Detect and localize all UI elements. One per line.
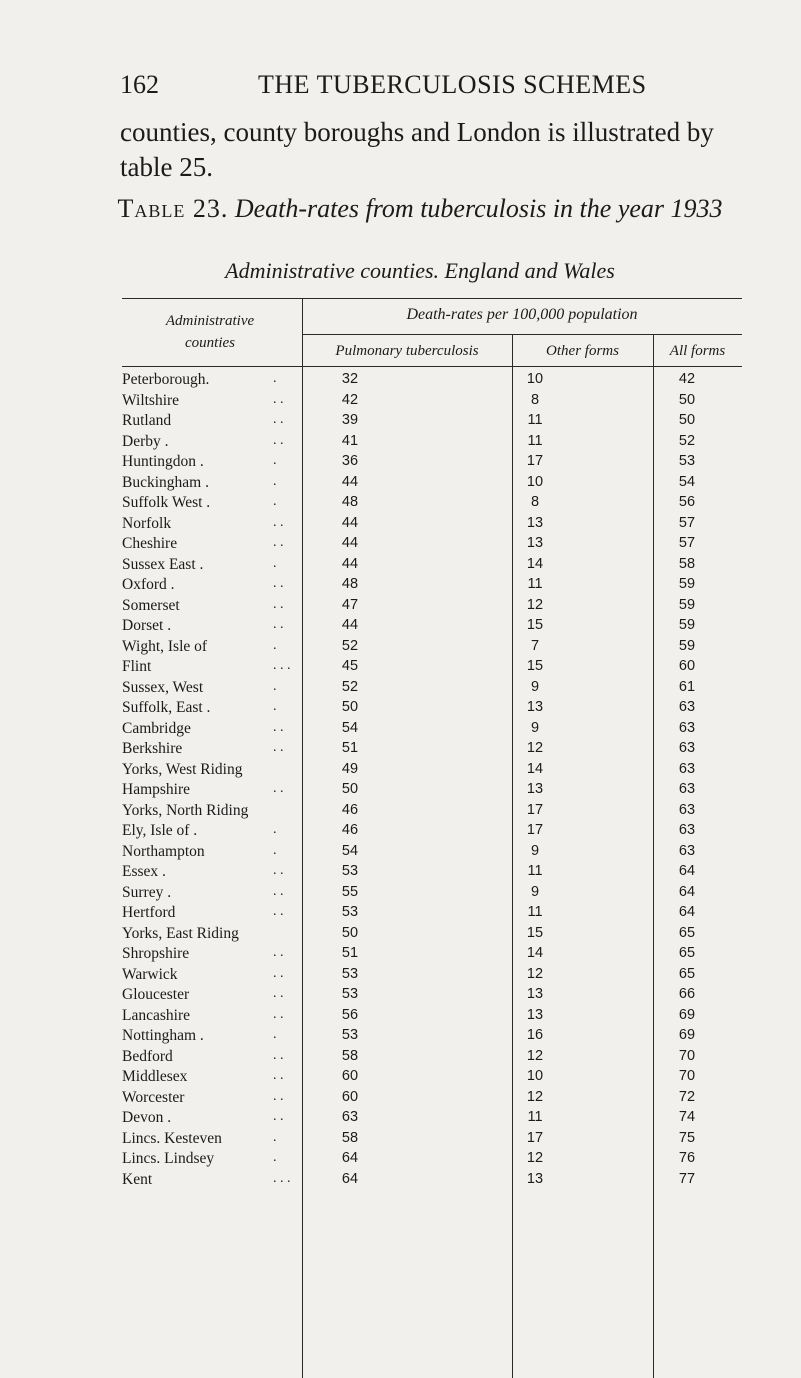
other-forms-rate: 9: [530, 883, 540, 900]
county-name: Worcester: [122, 1088, 185, 1106]
pulmonary-rate: 44: [341, 473, 359, 490]
pulmonary-rate: 42: [341, 391, 359, 408]
other-forms-rate: 12: [526, 1088, 544, 1105]
pulmonary-rate: 60: [341, 1088, 359, 1105]
all-forms-rate: 57: [678, 514, 696, 531]
all-forms-rate: 76: [678, 1150, 696, 1166]
all-forms-rate: 65: [678, 965, 696, 982]
all-forms-rate: 64: [678, 863, 696, 879]
leader-dots: .: [273, 453, 277, 468]
county-name: Kent: [122, 1170, 153, 1188]
pulmonary-rate: 44: [341, 617, 359, 633]
table-row: [122, 412, 742, 433]
leader-dots: . .: [273, 596, 284, 612]
all-forms-rate: 74: [678, 1109, 696, 1125]
all-forms-rate: 70: [678, 1068, 696, 1084]
other-forms-rate: 15: [526, 658, 544, 674]
table-row: [122, 515, 742, 536]
pulmonary-rate: 46: [341, 801, 359, 818]
leader-dots: . .: [273, 1047, 284, 1063]
all-forms-rate: 63: [678, 740, 696, 756]
table-row: [122, 556, 742, 577]
all-forms-rate: 56: [678, 494, 696, 510]
all-forms-rate: 59: [678, 596, 696, 613]
leader-dots: .: [273, 637, 277, 653]
other-forms-rate: 12: [526, 1047, 544, 1064]
other-forms-rate: 9: [530, 678, 540, 695]
pulmonary-rate: 45: [341, 658, 359, 674]
county-name: Norfolk: [122, 514, 172, 532]
all-forms-rate: 50: [678, 412, 696, 428]
leader-dots: .: [273, 699, 277, 714]
table-row: [122, 740, 742, 761]
all-forms-rate: 58: [678, 555, 696, 572]
all-forms-rate: 63: [678, 699, 696, 715]
leader-dots: . .: [273, 576, 284, 591]
pulmonary-rate: 50: [341, 781, 359, 797]
leader-dots: . .: [273, 740, 284, 755]
table-row: [122, 761, 742, 782]
pulmonary-rate: 44: [341, 535, 359, 551]
table-title: [100, 192, 740, 226]
table-row: [122, 474, 742, 495]
county-name: Suffolk West .: [122, 494, 211, 511]
other-forms-rate: 12: [526, 596, 544, 613]
leader-dots: . .: [273, 514, 284, 530]
county-name: Yorks, North Riding: [122, 801, 249, 819]
county-name: Surrey .: [122, 883, 172, 901]
pulmonary-rate: 50: [341, 924, 359, 941]
pulmonary-rate: 44: [341, 514, 359, 531]
all-forms-rate: 53: [678, 453, 696, 469]
other-forms-rate: 10: [526, 1068, 544, 1084]
table-row: [122, 720, 742, 741]
leader-dots: . .: [273, 1006, 284, 1022]
other-forms-rate: 11: [527, 432, 543, 449]
county-name: Shropshire: [122, 945, 190, 962]
all-forms-rate: 63: [678, 719, 696, 736]
county-name: Peterborough.: [122, 371, 210, 388]
other-forms-rate: 11: [527, 576, 543, 592]
pulmonary-rate: 53: [341, 986, 359, 1002]
all-forms-rate: 64: [678, 904, 696, 920]
table-title-text: Death-rates from tuberculosis in the year 1933: [234, 194, 723, 223]
table-label: Table 23.: [117, 194, 229, 223]
leader-dots: . .: [273, 986, 284, 1001]
table-body: [122, 371, 742, 1191]
pulmonary-rate: 54: [341, 842, 359, 859]
all-forms-rate: 64: [678, 883, 696, 900]
leader-dots: . .: [273, 391, 284, 407]
county-name: Yorks, West Riding: [122, 760, 243, 778]
county-name: Nottingham .: [122, 1027, 204, 1044]
table-row: [122, 925, 742, 946]
all-forms-rate: 63: [678, 801, 696, 818]
county-name: Rutland: [122, 412, 172, 429]
all-forms-rate: 70: [678, 1047, 696, 1064]
pulmonary-rate: 64: [341, 1170, 359, 1187]
county-name: Essex .: [122, 863, 166, 880]
all-forms-rate: 77: [678, 1170, 696, 1187]
other-forms-rate: 9: [530, 719, 540, 736]
column-header-all: All forms: [669, 343, 726, 359]
other-forms-rate: 7: [530, 637, 540, 654]
other-forms-rate: 15: [526, 924, 544, 941]
county-name: Devon .: [122, 1109, 172, 1126]
table-row: [122, 1048, 742, 1069]
other-forms-rate: 17: [526, 453, 544, 469]
other-forms-rate: 11: [527, 904, 543, 920]
county-name: Flint: [122, 658, 152, 675]
other-forms-rate: 13: [526, 699, 544, 715]
all-forms-rate: 72: [678, 1088, 696, 1105]
leader-dots: .: [273, 555, 277, 571]
other-forms-rate: 13: [526, 535, 544, 551]
county-name: Hampshire: [122, 781, 191, 798]
county-header-line1: Administrative: [165, 313, 255, 329]
other-forms-rate: 11: [527, 1109, 543, 1125]
pulmonary-rate: 39: [341, 412, 359, 428]
pulmonary-rate: 46: [341, 822, 359, 838]
leader-dots: .: [273, 822, 277, 837]
all-forms-rate: 66: [678, 986, 696, 1002]
pulmonary-rate: 53: [341, 863, 359, 879]
table-row: [122, 576, 742, 597]
other-forms-rate: 11: [527, 412, 543, 428]
intro-paragraph: counties, county boroughs and London is illustrated by table 25.: [120, 117, 714, 182]
other-forms-rate: 12: [526, 1150, 544, 1166]
pulmonary-rate: 41: [341, 432, 359, 449]
other-forms-rate: 9: [530, 842, 540, 859]
all-forms-rate: 61: [678, 678, 696, 695]
pulmonary-rate: 54: [341, 719, 359, 736]
other-forms-rate: 13: [526, 514, 544, 531]
other-forms-rate: 13: [526, 986, 544, 1002]
leader-dots: . .: [273, 965, 284, 981]
all-forms-rate: 59: [678, 576, 696, 592]
other-forms-rate: 8: [530, 391, 540, 408]
county-name: Bedford: [122, 1047, 173, 1065]
county-name: Gloucester: [122, 986, 190, 1003]
other-forms-rate: 8: [530, 494, 540, 510]
all-forms-rate: 63: [678, 842, 696, 859]
table-row: [122, 679, 742, 700]
other-forms-rate: 17: [526, 801, 544, 818]
county-name: Berkshire: [122, 740, 183, 757]
page-header: [120, 70, 740, 110]
other-forms-rate: 13: [526, 1170, 544, 1187]
header-bottom-rule: [122, 366, 742, 367]
county-name: Wight, Isle of: [122, 637, 208, 655]
county-header: [120, 310, 300, 354]
pulmonary-rate: 63: [341, 1109, 359, 1125]
leader-dots: .: [273, 1129, 277, 1145]
county-name: Lincs. Kesteven: [122, 1129, 222, 1147]
other-forms-rate: 17: [526, 1129, 544, 1146]
other-forms-rate: 10: [526, 473, 544, 490]
leader-dots: . .: [273, 719, 284, 735]
leader-dots: . .: [273, 1109, 284, 1124]
table-row: [122, 699, 742, 720]
table-row: [122, 1150, 742, 1171]
all-forms-rate: 50: [678, 391, 696, 408]
other-forms-rate: 16: [526, 1027, 544, 1043]
all-forms-rate: 69: [678, 1027, 696, 1043]
county-name: Middlesex: [122, 1068, 188, 1085]
all-forms-rate: 69: [678, 1006, 696, 1023]
county-name: Lancashire: [122, 1006, 190, 1024]
table-row: [122, 658, 742, 679]
county-name: Warwick: [122, 965, 178, 983]
county-name: Wiltshire: [122, 391, 180, 409]
pulmonary-rate: 51: [341, 740, 359, 756]
all-forms-rate: 75: [678, 1129, 696, 1146]
pulmonary-rate: 48: [341, 576, 359, 592]
pulmonary-rate: 49: [341, 760, 359, 777]
table-row: [122, 433, 742, 454]
leader-dots: . .: [273, 883, 284, 899]
table-row: [122, 1130, 742, 1151]
leader-dots: . .: [273, 781, 284, 796]
pulmonary-rate: 47: [341, 596, 359, 613]
pulmonary-rate: 53: [341, 965, 359, 982]
table-top-rule: [122, 298, 742, 299]
table-row: [122, 822, 742, 843]
table-row: [122, 617, 742, 638]
leader-dots: . .: [273, 535, 284, 550]
table-row: [122, 1171, 742, 1192]
other-forms-rate: 14: [526, 760, 544, 777]
other-forms-rate: 17: [526, 822, 544, 838]
table-row: [122, 1109, 742, 1130]
table-row: [122, 392, 742, 413]
table-row: [122, 884, 742, 905]
leader-dots: .: [273, 473, 277, 489]
group-header-rule: [302, 334, 742, 335]
other-forms-rate: 12: [526, 740, 544, 756]
table-row: [122, 638, 742, 659]
county-name: Derby .: [122, 432, 169, 450]
county-name: Ely, Isle of .: [122, 822, 198, 839]
leader-dots: . .: [273, 1088, 284, 1104]
county-header-line2: counties: [185, 335, 235, 351]
table-row: [122, 945, 742, 966]
all-forms-rate: 52: [678, 432, 696, 449]
table-row: [122, 966, 742, 987]
county-name: Hertford: [122, 904, 176, 921]
other-forms-rate: 11: [527, 863, 543, 879]
county-name: Cambridge: [122, 719, 191, 737]
leader-dots: .: [273, 371, 277, 386]
county-name: Sussex East .: [122, 555, 204, 573]
leader-dots: .: [273, 842, 277, 858]
table-row: [122, 904, 742, 925]
county-name: Somerset: [122, 596, 180, 614]
pulmonary-rate: 53: [341, 1027, 359, 1043]
pulmonary-rate: 48: [341, 494, 359, 510]
pulmonary-rate: 32: [341, 371, 359, 387]
county-name: Suffolk, East .: [122, 699, 211, 716]
all-forms-rate: 57: [678, 535, 696, 551]
leader-dots: .: [273, 678, 277, 694]
pulmonary-rate: 60: [341, 1068, 359, 1084]
all-forms-rate: 63: [678, 781, 696, 797]
pulmonary-rate: 44: [341, 555, 359, 572]
table-row: [122, 494, 742, 515]
table-row: [122, 781, 742, 802]
other-forms-rate: 15: [526, 617, 544, 633]
table-row: [122, 1089, 742, 1110]
county-name: Dorset .: [122, 617, 172, 634]
county-name: Yorks, East Riding: [122, 924, 239, 942]
all-forms-rate: 42: [678, 371, 696, 387]
leader-dots: .: [273, 494, 277, 509]
leader-dots: . . .: [273, 658, 291, 673]
all-forms-rate: 54: [678, 473, 696, 490]
all-forms-rate: 63: [678, 760, 696, 777]
county-name: Huntingdon .: [122, 453, 204, 470]
county-name: Cheshire: [122, 535, 178, 552]
other-forms-rate: 13: [526, 1006, 544, 1023]
pulmonary-rate: 58: [341, 1047, 359, 1064]
leader-dots: . .: [273, 432, 284, 448]
other-forms-rate: 14: [526, 555, 544, 572]
table-row: [122, 802, 742, 823]
table-row: [122, 843, 742, 864]
county-name: Lincs. Lindsey: [122, 1150, 215, 1167]
other-forms-rate: 12: [526, 965, 544, 982]
column-header-other: Other forms: [546, 343, 619, 359]
other-forms-rate: 13: [526, 781, 544, 797]
pulmonary-rate: 58: [341, 1129, 359, 1146]
leader-dots: . .: [273, 904, 284, 919]
pulmonary-rate: 36: [341, 453, 359, 469]
leader-dots: . . .: [273, 1170, 291, 1186]
leader-dots: . .: [273, 945, 284, 960]
all-forms-rate: 65: [678, 924, 696, 941]
all-forms-rate: 65: [678, 945, 696, 961]
all-forms-rate: 59: [678, 637, 696, 654]
table-row: [122, 453, 742, 474]
leader-dots: . .: [273, 1068, 284, 1083]
pulmonary-rate: 52: [341, 678, 359, 695]
leader-dots: . .: [273, 863, 284, 878]
other-forms-rate: 14: [526, 945, 544, 961]
running-title: THE TUBERCULOSIS SCHEMES: [258, 70, 647, 99]
leader-dots: .: [273, 1150, 277, 1165]
pulmonary-rate: 64: [341, 1150, 359, 1166]
leader-dots: . .: [273, 617, 284, 632]
pulmonary-rate: 56: [341, 1006, 359, 1023]
table-row: [122, 1068, 742, 1089]
table-row: [122, 986, 742, 1007]
table-row: [122, 597, 742, 618]
county-name: Sussex, West: [122, 678, 204, 696]
table-subtitle: Administrative counties. England and Wales: [225, 258, 615, 283]
leader-dots: . .: [273, 412, 284, 427]
all-forms-rate: 63: [678, 822, 696, 838]
leader-dots: .: [273, 1027, 277, 1042]
all-forms-rate: 60: [678, 658, 696, 674]
table-row: [122, 371, 742, 392]
table-row: [122, 1007, 742, 1028]
county-name: Northampton: [122, 842, 205, 860]
pulmonary-rate: 52: [341, 637, 359, 654]
table-row: [122, 1027, 742, 1048]
county-name: Buckingham .: [122, 473, 209, 491]
group-header: Death-rates per 100,000 population: [406, 306, 638, 323]
other-forms-rate: 10: [526, 371, 544, 387]
page-number: 162: [120, 70, 159, 99]
county-name: Oxford .: [122, 576, 175, 593]
table-row: [122, 535, 742, 556]
pulmonary-rate: 51: [341, 945, 359, 961]
column-header-pulmonary: Pulmonary tuberculosis: [335, 343, 479, 359]
pulmonary-rate: 50: [341, 699, 359, 715]
pulmonary-rate: 53: [341, 904, 359, 920]
all-forms-rate: 59: [678, 617, 696, 633]
pulmonary-rate: 55: [341, 883, 359, 900]
table-row: [122, 863, 742, 884]
